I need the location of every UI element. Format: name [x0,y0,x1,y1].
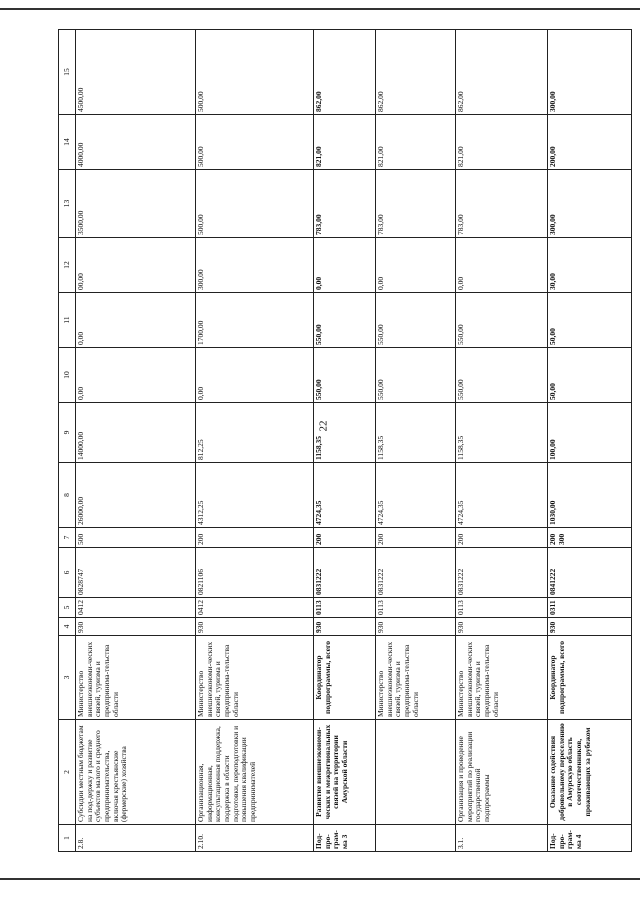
table-cell: 862,00 [456,30,548,115]
table-cell: 812,25 [196,403,314,463]
col-header: 8 [59,463,76,528]
table-cell: 200 [314,528,376,548]
table-cell: 200 [376,528,456,548]
table-cell: 00,00 [76,238,196,293]
table-cell: 0113 [456,598,548,618]
top-scan-edge [0,8,640,10]
table-cell: 862,00 [314,30,376,115]
table-cell: 200 [196,528,314,548]
table-cell: 0113 [376,598,456,618]
table-cell: Под-про-грам-ма 4 [548,825,632,852]
table-cell: 500,00 [196,115,314,170]
table-cell: 0821106 [196,548,314,598]
header-row [59,30,76,852]
table-cell: 2.10. [196,825,314,852]
table-cell: 821,00 [456,115,548,170]
table-cell: 100,00 [548,403,632,463]
table-cell: 0412 [76,598,196,618]
table-cell: Министерство внешнеэкономи-ческих связей, туризма и предпринима-тельства области [456,636,548,720]
table-cell: 2.8. [76,825,196,852]
table-cell: 930 [548,618,632,636]
table-cell: Оказание содействия добровольному переселению в Амурскую область соотечественников, проживающих за рубежом [548,720,632,825]
table-cell: Под-про-грам-ма 3 [314,825,376,852]
col-header: 5 [59,598,76,618]
table-cell: 821,00 [314,115,376,170]
table-cell: 930 [376,618,456,636]
table-cell: 4724,35 [456,463,548,528]
table-cell: 4724,35 [376,463,456,528]
table-cell: 0113 [314,598,376,618]
table-cell: 0831222 [376,548,456,598]
table-cell: 0831222 [314,548,376,598]
table-cell: 821,00 [376,115,456,170]
table-cell: 550,00 [456,348,548,403]
table-cell: 0,00 [196,348,314,403]
table-cell: 783,00 [314,170,376,238]
table-cell: Координатор подпрограммы, всего [548,636,632,720]
page-number: 22 [317,420,330,432]
table-cell: 0311 [548,598,632,618]
budget-table [58,29,632,852]
table-cell: 1030,00 [548,463,632,528]
table-cell: Министерство внешнеэкономи-ческих связей, туризма и предпринима-тельства области [76,636,196,720]
rotated-table-wrapper [58,30,592,852]
table-cell: 500,00 [196,170,314,238]
table-cell: 550,00 [314,348,376,403]
col-header: 9 [59,403,76,463]
table-cell: 930 [76,618,196,636]
col-header: 12 [59,238,76,293]
table-cell: 14000,00 [76,403,196,463]
table-cell: 50,00 [548,293,632,348]
table-row [314,30,376,852]
table-cell: 3.1. [456,825,548,852]
table-cell [376,825,456,852]
table-cell: 930 [314,618,376,636]
table-cell: 500,00 [196,30,314,115]
table-cell: 30,00 [548,238,632,293]
col-header: 13 [59,170,76,238]
table-row [76,30,196,852]
table-cell: 4000,00 [76,115,196,170]
table-cell: Министерство внешнеэкономи-ческих связей, туризма и предпринима-тельства области [196,636,314,720]
table-row [456,30,548,852]
table-cell: 783,00 [376,170,456,238]
table-cell: 4724,35 [314,463,376,528]
table-cell: 0,00 [456,238,548,293]
table-cell: Координатор подпрограммы, всего [314,636,376,720]
table-cell: 500 [76,528,196,548]
table-cell: 200 [456,528,548,548]
table-cell: Организационная, информационная, консультационная поддержка, поддержка в области подготовки, переподготовки и повышения квалификации предпринимателей [196,720,314,825]
table-row [376,30,456,852]
table-cell: 200,00 [548,115,632,170]
table-cell: 0,00 [76,348,196,403]
table-cell: 300,00 [548,170,632,238]
col-header: 6 [59,548,76,598]
table-cell: 0831222 [456,548,548,598]
table-cell: 26000,00 [76,463,196,528]
table-cell: 1158,35 [314,403,376,463]
table-cell: 0828747 [76,548,196,598]
table-cell: 0841222 [548,548,632,598]
table-cell: 0,00 [76,293,196,348]
table-cell: 1158,35 [376,403,456,463]
col-header: 14 [59,115,76,170]
table-cell: 1700,00 [196,293,314,348]
table-cell: 550,00 [314,293,376,348]
col-header: 1 [59,825,76,852]
table-cell: 200 300 [548,528,632,548]
table-cell: 300,00 [196,238,314,293]
table-cell: 1158,35 [456,403,548,463]
bottom-scan-edge [0,878,640,880]
table-cell: 4500,00 [76,30,196,115]
table-cell: 930 [456,618,548,636]
table-row [196,30,314,852]
table-cell: Министерство внешнеэкономи-ческих связей, туризма и предпринима-тельства области [376,636,456,720]
table-cell: 0,00 [376,238,456,293]
table-cell: 550,00 [456,293,548,348]
col-header: 15 [59,30,76,115]
table-cell: Субсидии местным бюджетам на под-держку и развитие субъектов малого и среднего предпринимательства, включая крестьянские (фермерские) хозяйства [76,720,196,825]
table-cell: 300,00 [548,30,632,115]
col-header: 10 [59,348,76,403]
table-cell: 930 [196,618,314,636]
table-body [76,30,632,852]
table-cell: 550,00 [376,293,456,348]
col-header: 4 [59,618,76,636]
table-cell: 50,00 [548,348,632,403]
table-cell: 3500,00 [76,170,196,238]
table-cell: 4312,25 [196,463,314,528]
table-cell: 0,00 [314,238,376,293]
table-cell: 0412 [196,598,314,618]
table-cell [376,720,456,825]
table-row [548,30,632,852]
table-cell: Организация и проведение мероприятий по реализации государственной подпрограммы [456,720,548,825]
col-header: 11 [59,293,76,348]
table-cell: 862,00 [376,30,456,115]
col-header: 3 [59,636,76,720]
col-header: 2 [59,720,76,825]
table-cell: 550,00 [376,348,456,403]
table-cell: Развитие внешнеэкономи-ческих и межрегиональных связей на территории Амурской области [314,720,376,825]
table-cell: 783,00 [456,170,548,238]
col-header: 7 [59,528,76,548]
